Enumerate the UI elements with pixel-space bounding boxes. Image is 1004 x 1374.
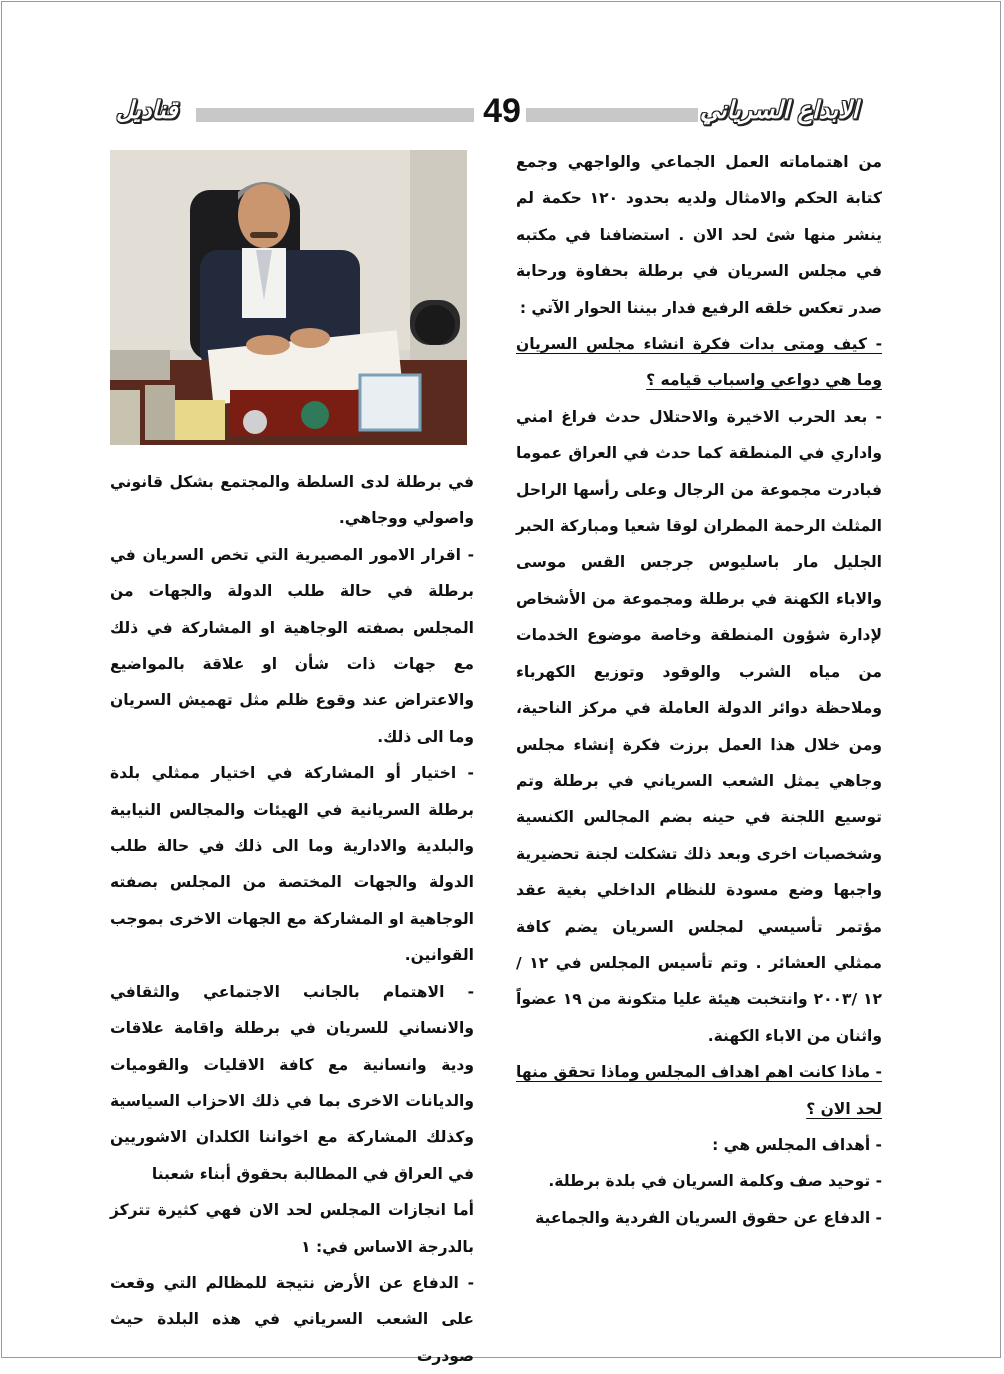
article-column-right bbox=[516, 144, 882, 1236]
goals-heading: - أهداف المجلس هي : bbox=[712, 1135, 882, 1154]
interview-photo bbox=[110, 150, 467, 445]
achievements-intro: أما انجازات المجلس لحد الان فهي كثيرة تتركز بالدرجة الاساس في: ١ bbox=[110, 1201, 474, 1256]
intro-paragraph: من اهتماماته العمل الجماعي والواجهي وجمع كتابة الحكم والامثال ولديه بحدود ١٢٠ حكمة لم ينشر منها شئ لحد الان . استضافنا في مكتبه في مجلس السريان في برطلة بحفاوة ورحابة صدر تعكس خلقه الرفيع فدار بيننا الحوار الآتي : bbox=[516, 153, 882, 317]
goal-item-5: - الاهتمام بالجانب الاجتماعي والثقافي والانساني للسريان في برطلة واقامة علاقات ودية وانسانية مع كافة الاقليات والقوميات والديانات الاخرى بما في ذلك الاحزاب السياسية وكذلك المشاركة مع اخواننا الكلدان الاشوريين في العراق في المطالبة بحقوق أبناء شعبنا bbox=[110, 982, 474, 1183]
achievement-item-1: - الدفاع عن الأرض نتيجة للمظالم التي وقعت على الشعب السرياني في هذه البلدة حيث صودرت bbox=[110, 1273, 474, 1365]
section-title: قناديل bbox=[116, 96, 178, 124]
header-bar-left bbox=[196, 108, 474, 122]
page-number: 49 bbox=[483, 92, 521, 130]
magazine-title: الابداع السرياني bbox=[700, 96, 859, 124]
page-header bbox=[0, 92, 1004, 142]
goal-item-2-continued: في برطلة لدى السلطة والمجتمع بشكل قانوني واصولي ووجاهي. bbox=[110, 473, 474, 528]
goal-item-1: - توحيد صف وكلمة السريان في بلدة برطلة. bbox=[548, 1172, 882, 1191]
header-bar-right bbox=[526, 108, 698, 122]
article-column-left bbox=[110, 464, 474, 1374]
question-1: - كيف ومتى بدات فكرة انشاء مجلس السريان وما هي دواعي واسباب قيامه ؟ bbox=[516, 335, 882, 390]
answer-1: - بعد الحرب الاخيرة والاحتلال حدث فراغ امني واداري في المنطقة كما حدث في العراق عموما فبادرت مجموعة من الرجال وعلى رأسها الراحل المثلث الرحمة المطران لوقا شعيا ومباركة الحبر الجليل مار باسليوس جرجس القس موسى والاباء الكهنة في برطلة ومجموعة من الأشخاص لإدارة شؤون المنطقة وخاصة موضوع الخدمات من مياه الشرب والوقود وتوزيع الكهرباء وملاحظة دوائر الدولة العاملة في مركز الناحية، ومن خلال هذا العمل برزت فكرة إنشاء مجلس وجاهي يمثل الشعب السرياني في برطلة وتم توسيع اللجنة في حينه بضم المجالس الكنسية وشخصيات اخرى وبعد ذلك تشكلت لجنة تحضيرية واجبها وضع مسودة للنظام الداخلي بغية عقد مؤتمر تأسيسي لمجلس السريان يضم كافة ممثلي العشائر . وتم تأسيس المجلس في ١٢ /١٢ /٢٠٠٣ وانتخبت هيئة عليا متكونة من ١٩ عضواً واثنان من الاباء الكهنة. bbox=[516, 407, 882, 1045]
goal-item-4: - اختيار أو المشاركة في اختيار ممثلي بلدة برطلة السريانية في الهيئات والمجالس النيابية والبلدية والادارية وما الى ذلك في حالة طلب الدولة والجهات المختصة من المجلس بصفته الوجاهية او المشاركة مع الجهات الاخرى بموجب القوانين. bbox=[110, 764, 474, 965]
question-2: - ماذا كانت اهم اهداف المجلس وماذا تحقق منها لحد الان ؟ bbox=[516, 1063, 882, 1118]
goal-item-3: - اقرار الامور المصيرية التي تخص السريان في برطلة في حالة طلب الدولة والجهات من المجلس بصفته الوجاهية او المشاركة في ذلك مع جهات ذات شأن او علاقة بالمواضيع والاعتراض عند وقوع ظلم مثل تهميش السريان وما الى ذلك. bbox=[110, 545, 474, 746]
goal-item-2: - الدفاع عن حقوق السريان الفردية والجماعية bbox=[535, 1208, 882, 1227]
